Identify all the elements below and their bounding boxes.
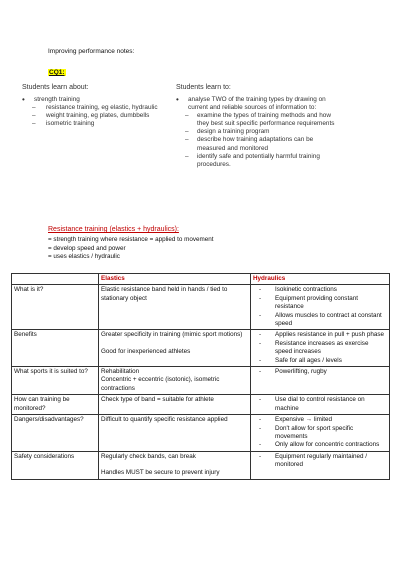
list-item: - Isokinetic contractions <box>253 286 387 294</box>
cell-text: Handles MUST be secure to prevent injury <box>101 469 220 477</box>
comparison-table <box>11 273 390 480</box>
list-item: – describe how training adaptations can be measured and monitored <box>176 136 341 152</box>
list-item: • analyse TWO of the training types by drawing on current and reliable sources of information to: <box>176 96 341 112</box>
hydraulics-cell <box>251 285 390 330</box>
list-item: - Use dial to control resistance on machine <box>253 396 387 413</box>
list-item: • strength training <box>22 96 172 104</box>
hydraulics-cell <box>251 395 390 415</box>
hydraulics-cell <box>251 415 390 452</box>
table-row <box>12 285 390 330</box>
cell-text: Difficult to quantify specific resistance applied <box>101 416 228 424</box>
cell-text: Greater specificity in training (mimic sport motions) <box>101 331 243 339</box>
cell-text: Concentric + eccentric (isotonic), isometric contractions <box>101 376 220 392</box>
elastics-cell <box>99 415 251 452</box>
cell-text: Check type of band = suitable for athlete <box>101 396 214 404</box>
row-label: How can training be monitored? <box>12 395 99 415</box>
elastics-cell <box>99 330 251 367</box>
list-item: - Equipment regularly maintained / monitored <box>253 453 387 470</box>
section-line: = strength training where resistance = applied to movement <box>48 236 214 243</box>
list-item: – isometric training <box>22 120 172 128</box>
list-item: - Allows muscles to contract at constant speed <box>253 312 387 329</box>
table-row <box>12 451 390 479</box>
list-item: - Safe for all ages / levels <box>253 357 387 365</box>
table-row <box>12 330 390 367</box>
section-line: = develop speed and power <box>48 244 126 252</box>
column-header <box>12 274 99 285</box>
column-header: Hydraulics <box>251 274 390 285</box>
list-item: – resistance training, eg elastic, hydraulic <box>22 104 172 112</box>
elastics-cell <box>99 367 251 395</box>
list-item: – weight training, eg plates, dumbbells <box>22 112 172 120</box>
section-heading: Resistance training (elastics + hydraulics): <box>48 226 179 233</box>
page-title: Improving performance notes: <box>48 48 135 55</box>
list-item: - Resistance increases as exercise speed increases <box>253 340 387 357</box>
hydraulics-cell <box>251 330 390 367</box>
cell-text: Regularly check bands, can break <box>101 452 196 460</box>
list-item: - Equipment providing constant resistance <box>253 295 387 312</box>
table-row <box>12 367 390 395</box>
list-item: - Don't allow for sport specific movements <box>253 425 387 442</box>
row-label: What is it? <box>12 285 99 330</box>
learn-about-heading: Students learn about: <box>22 84 89 91</box>
row-label: Dangers/disadvantages? <box>12 415 99 452</box>
row-label: Safety considerations <box>12 451 99 479</box>
learn-to-list <box>176 96 341 169</box>
cell-text: Good for inexperienced athletes <box>101 347 191 355</box>
row-label: Benefits <box>12 330 99 367</box>
learn-to-heading: Students learn to: <box>176 84 231 91</box>
list-item: - Expensive → limited <box>253 416 387 424</box>
section-lines <box>48 236 214 262</box>
table-header-row <box>12 274 390 285</box>
list-item: - Only allow for concentric contractions <box>253 441 387 449</box>
hydraulics-cell <box>251 367 390 395</box>
hydraulics-cell <box>251 451 390 479</box>
table-row <box>12 415 390 452</box>
elastics-cell <box>99 395 251 415</box>
elastics-cell <box>99 451 251 479</box>
learn-about-list <box>22 96 172 128</box>
table-row <box>12 395 390 415</box>
cq-label: CQ1: <box>49 69 65 76</box>
list-item: – design a training program <box>176 128 341 136</box>
list-item: - Applies resistance in pull + push phase <box>253 331 387 339</box>
cell-text: Elastic resistance band held in hands / tied to stationary object <box>101 286 228 302</box>
section-line: = uses elastics / hydraulic <box>48 253 120 261</box>
list-item: - Powerlifting, rugby <box>253 368 387 376</box>
elastics-cell <box>99 285 251 330</box>
list-item: – identify safe and potentially harmful training procedures. <box>176 153 341 169</box>
list-item: – examine the types of training methods and how they best suit specific performance requirements <box>176 112 341 128</box>
cell-text: Rehabilitation <box>101 368 140 376</box>
row-label: What sports it is suited to? <box>12 367 99 395</box>
column-header: Elastics <box>99 274 251 285</box>
